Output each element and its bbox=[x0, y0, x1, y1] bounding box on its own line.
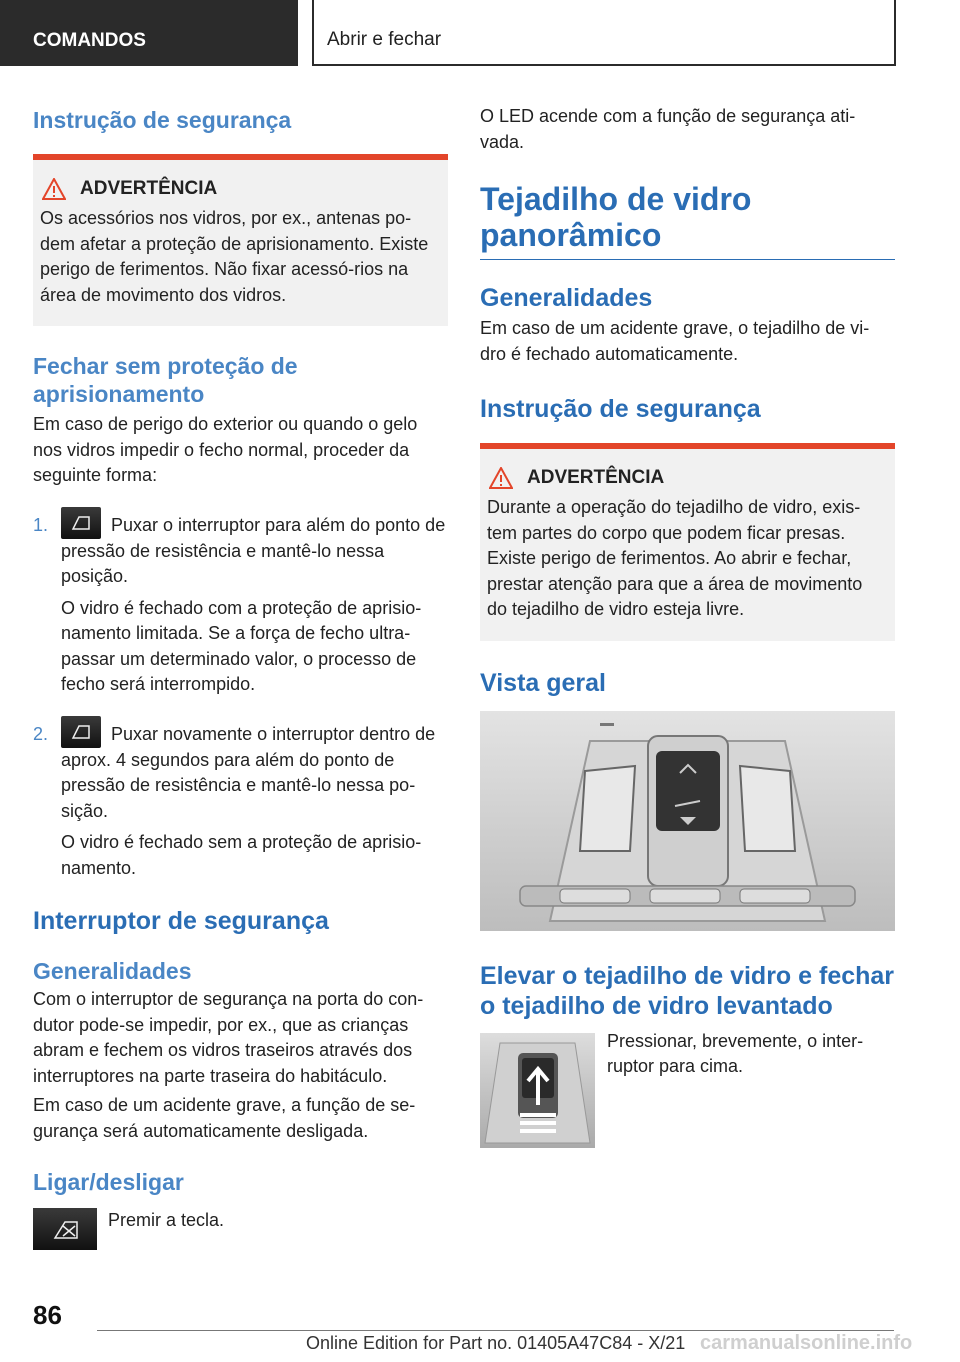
warning-triangle-icon bbox=[489, 467, 513, 489]
step-number: 1. bbox=[33, 514, 49, 535]
warning-text: Durante a operação do tejadilho de vidro, exis-tem partes do corpo que podem ficar presas. Existe perigo de ferimentos. Ao abrir e fechar, prestar atenção para que a área de movimento do tejadilho de vidro esteja livre. bbox=[487, 497, 863, 619]
right-column bbox=[480, 96, 895, 1148]
step-1-note: O vidro é fechado com a proteção de aprisio-namento limitada. Se a força de fecho ultra-passar um determinado valor, o processo de fecho será interrompido. bbox=[61, 597, 422, 694]
footer-edition: Online Edition for Part no. 01405A47C84 - X/21 bbox=[306, 1333, 686, 1353]
step-2-note: O vidro é fechado sem a proteção de aprisio-namento. bbox=[61, 832, 422, 878]
step-2-text: Puxar novamente o interruptor dentro de aprox. 4 segundos para além do ponto de pressão de resistência e mantê-lo nessa po-sição. bbox=[61, 723, 436, 821]
heading-close-without-protection: Fechar sem proteção de aprisionamento bbox=[33, 353, 298, 407]
step-2 bbox=[33, 722, 448, 882]
safety-switch-icon bbox=[33, 1208, 97, 1250]
warning-triangle-icon bbox=[42, 178, 66, 200]
heading-raise-roof: Elevar o tejadilho de vidro e fechar o tejadilho de vidro levantado bbox=[480, 961, 895, 1020]
heading-on-off: Ligar/desligar bbox=[33, 1169, 184, 1195]
heading-general: Generalidades bbox=[480, 284, 653, 312]
heading-overview: Vista geral bbox=[480, 668, 607, 697]
watermark: carmanualsonline.info bbox=[700, 1332, 913, 1354]
roof-control-photo bbox=[480, 711, 895, 931]
step-number: 2. bbox=[33, 723, 49, 744]
warning-title: ADVERTÊNCIA bbox=[40, 178, 440, 200]
page-number: 86 bbox=[33, 1300, 62, 1330]
warning-box-windows bbox=[33, 154, 448, 326]
heading-safety-instruction: Instrução de segurança bbox=[480, 395, 761, 423]
window-switch-icon bbox=[61, 716, 101, 748]
page-header bbox=[0, 0, 960, 66]
section-label: COMANDOS bbox=[0, 0, 298, 66]
paragraph-roof-general: Em caso de um acidente grave, o tejadilho de vi-dro é fechado automaticamente. bbox=[480, 318, 870, 364]
roof-switch-photo bbox=[480, 1033, 595, 1148]
window-switch-icon bbox=[61, 507, 101, 539]
paragraph-general-2: Em caso de um acidente grave, a função de se-gurança será automaticamente desligada. bbox=[33, 1095, 416, 1141]
paragraph-press-key: Premir a tecla. bbox=[108, 1210, 225, 1230]
paragraph-led: O LED acende com a função de segurança ati-vada. bbox=[480, 106, 856, 152]
step-1 bbox=[33, 513, 448, 698]
paragraph-press-up: Pressionar, brevemente, o inter-ruptor para cima. bbox=[607, 1030, 864, 1076]
on-off-row bbox=[33, 1208, 448, 1250]
raise-roof-row bbox=[480, 1030, 895, 1148]
heading-general: Generalidades bbox=[33, 958, 192, 984]
warning-box-roof bbox=[480, 443, 895, 641]
left-column bbox=[33, 96, 448, 1250]
heading-panoramic-roof: Tejadilho de vidro panorâmico bbox=[480, 181, 895, 260]
heading-safety-switch: Interruptor de segurança bbox=[33, 907, 329, 935]
chapter-label: Abrir e fechar bbox=[312, 0, 896, 66]
paragraph-close-intro: Em caso de perigo do exterior ou quando o gelo nos vidros impedir o fecho normal, proceder da seguinte forma: bbox=[33, 414, 418, 485]
warning-title: ADVERTÊNCIA bbox=[487, 467, 887, 489]
paragraph-general-1: Com o interruptor de segurança na porta do con-dutor pode-se impedir, por ex., que as crianças abram e fechem os vidros traseiros através dos interruptores na parte traseira do habitáculo. bbox=[33, 989, 424, 1086]
step-1-text: Puxar o interruptor para além do ponto de pressão de resistência e mantê-lo nessa posição. bbox=[61, 514, 446, 586]
heading-safety-instruction: Instrução de segurança bbox=[33, 107, 292, 133]
warning-text: Os acessórios nos vidros, por ex., antenas po-dem afetar a proteção de aprisionamento. Existe perigo de ferimentos. Não fixar acessó-rios na área de movimento dos vidros. bbox=[40, 208, 429, 305]
footer-divider bbox=[97, 1330, 894, 1331]
